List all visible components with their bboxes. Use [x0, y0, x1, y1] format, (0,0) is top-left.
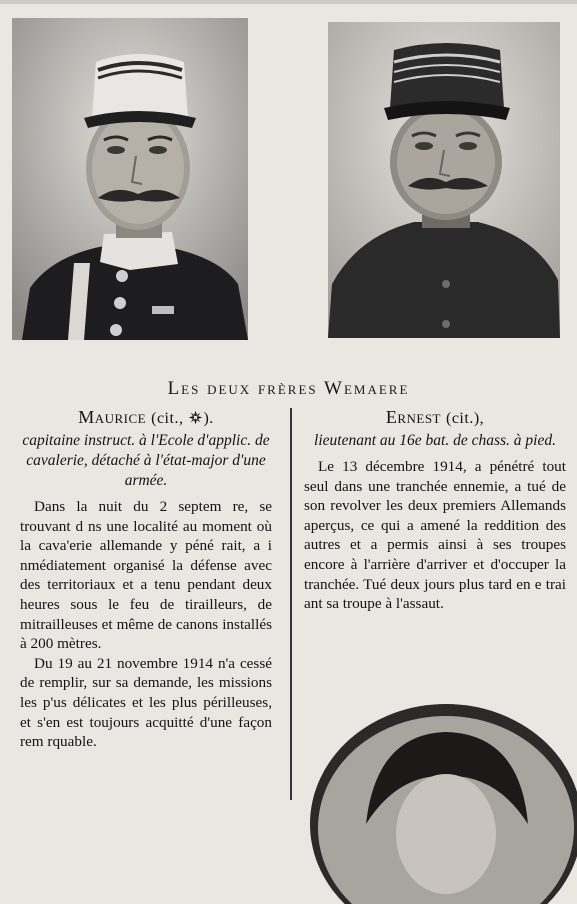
role-maurice: capitaine instruct. à l'Ecole d'applic. de cavalerie, détaché à l'état-major d'une armée. — [22, 432, 270, 489]
legion-honour-cross-icon — [188, 410, 203, 425]
text-maurice — [20, 497, 272, 752]
text-ernest — [304, 457, 566, 614]
column-maurice — [20, 406, 272, 752]
maurice-citation: (cit., — [151, 410, 184, 427]
column-divider — [290, 408, 292, 800]
maurice-name-text: Maurice — [78, 407, 147, 427]
portrait-partial-oval — [306, 704, 577, 904]
maurice-citation-close: ). — [203, 410, 214, 427]
article-headline: Les deux frères Wemaere — [167, 378, 410, 399]
paragraph: Dans la nuit du 2 septem re, se trouvant d ns une localité au moment où la cava'erie allemande y péné rait, a i nmédiatement organisé la défense avec des territoriaux et a tenu pendant deux heures sous le feu de tirailleurs, de mitrailleuses et même de canons installés à 200 mètres. — [20, 498, 272, 653]
portrait-maurice — [12, 18, 248, 340]
name-maurice — [20, 406, 272, 430]
role-ernest: lieutenant au 16e bat. de chass. à pied. — [314, 432, 556, 449]
paragraph: Le 13 décembre 1914, a pénétré tout seul dans une tranchée ennemie, a tué de son revolver les deux premiers Allemands aperçus, ce qui a amené la reddition des autres et a permis ainsi à ses troupes encore à l'arrière d'arriver et d'occuper la tranchée. Tué deux jours plus tard en e trai ant sa troupe à l'assaut. — [304, 458, 566, 613]
portrait-ernest — [328, 22, 560, 338]
ernest-name-text: Ernest — [385, 407, 441, 427]
paragraph: Du 19 au 21 novembre 1914 n'a cessé de remplir, sur sa demande, les missions les p'us délicates et les plus périlleuses, et s'en est toujours acquitté d'une façon rem rquable. — [20, 654, 272, 751]
name-ernest — [304, 406, 566, 430]
ernest-citation: (cit.), — [446, 410, 485, 427]
column-ernest — [304, 406, 566, 614]
top-rule — [0, 0, 577, 4]
